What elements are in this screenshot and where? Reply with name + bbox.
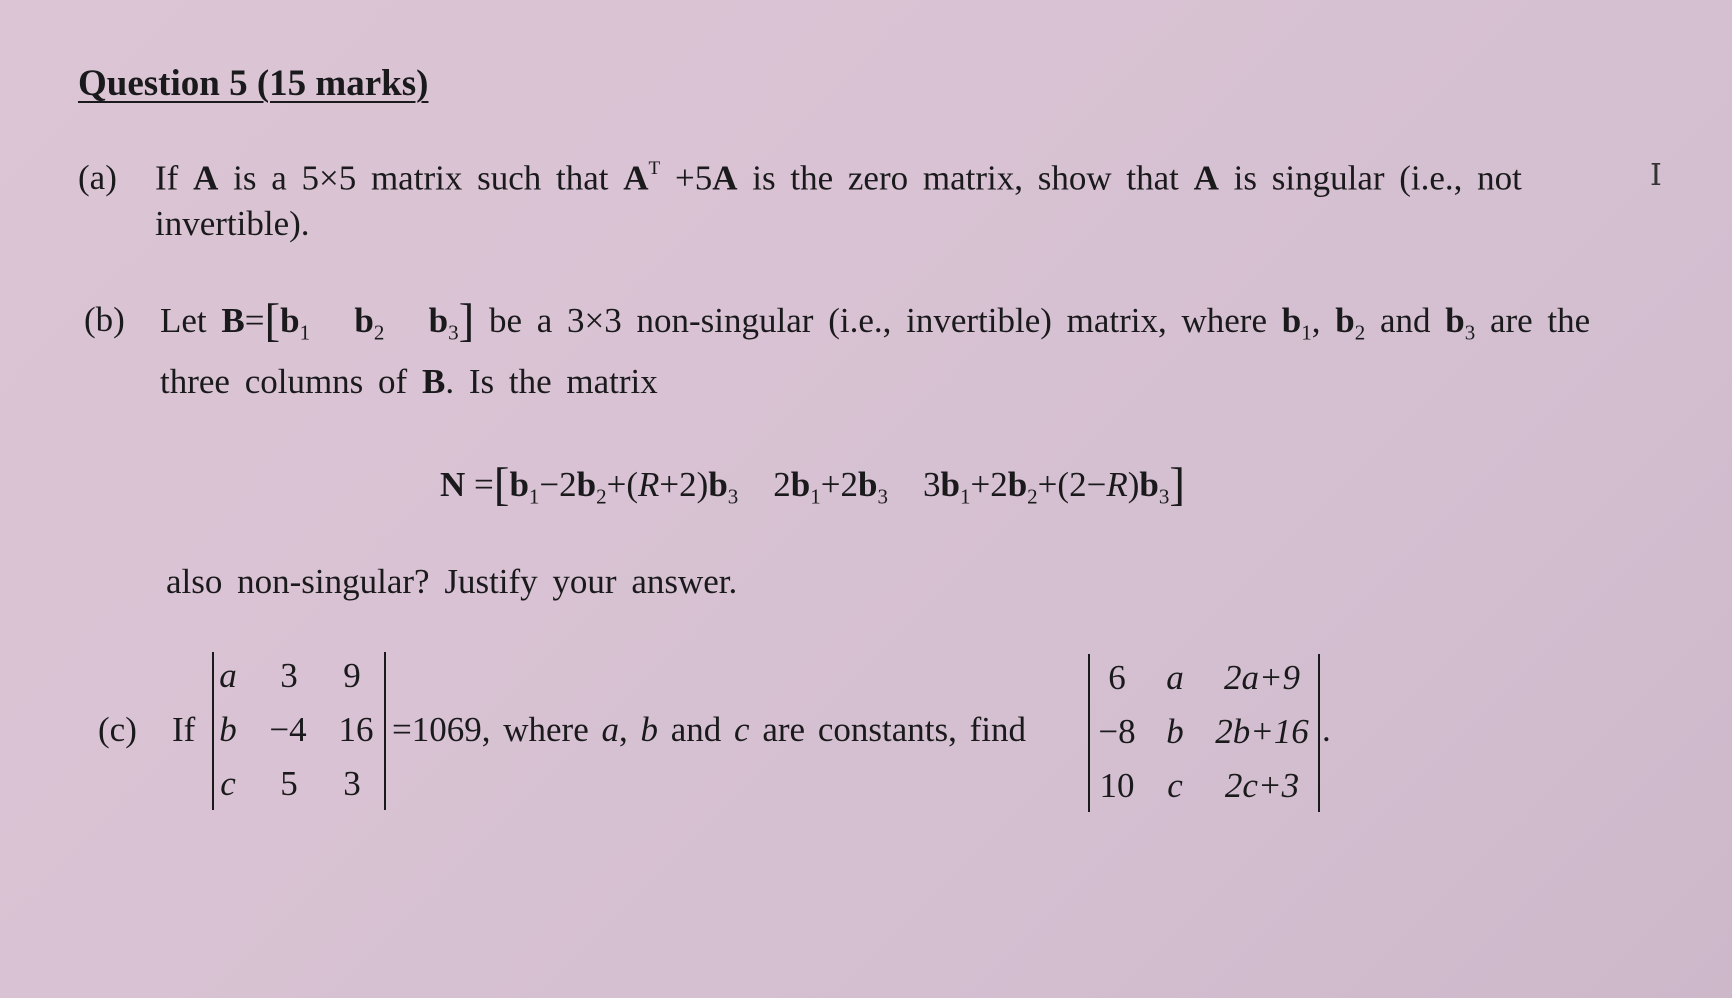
determinant-1 bbox=[212, 652, 386, 810]
part-c-period: . bbox=[1322, 710, 1331, 749]
det1-cell: b bbox=[219, 710, 237, 749]
det2-cell: −8 bbox=[1098, 712, 1136, 751]
part-c-if: If bbox=[172, 710, 196, 749]
det1-cell: −4 bbox=[269, 710, 307, 749]
det1-cell: 16 bbox=[338, 710, 374, 749]
det2-cell: 2c+3 bbox=[1224, 766, 1300, 805]
part-a-line1: If A is a 5×5 matrix such that $A^T +5A$ is the zero matrix, show that A is singular (i.e., not bbox=[155, 158, 1522, 198]
part-c-text: =1069, where a, b and c are constants, find bbox=[392, 710, 1026, 749]
det1-cell: a bbox=[219, 656, 237, 695]
det1-cell: 3 bbox=[343, 764, 361, 803]
det1-cell: 9 bbox=[343, 656, 361, 695]
det2-cell: 2a+9 bbox=[1223, 658, 1301, 697]
part-b-line2: three columns of B. Is the matrix bbox=[160, 362, 658, 401]
part-b-question: also non-singular? Justify your answer. bbox=[166, 562, 738, 601]
part-a-label: (a) bbox=[78, 158, 117, 197]
det2-cell: 6 bbox=[1108, 658, 1126, 697]
det2-cell: c bbox=[1167, 766, 1183, 805]
det2-cell: a bbox=[1166, 658, 1184, 697]
det1-cell: 5 bbox=[280, 764, 298, 803]
det2-cell: 2b+16 bbox=[1215, 712, 1309, 751]
determinant-2 bbox=[1088, 654, 1320, 812]
matrix-n-equation: $N =[b_1-2b_2+(R+2)b_3$ $2b_1+2b_3$ $3b_1+2b_2+(2-R)b_3$] bbox=[440, 459, 1185, 511]
det2-cell: b bbox=[1166, 712, 1184, 751]
det2-cell: 10 bbox=[1099, 766, 1135, 805]
part-b-line1: Let $B=[b_1$ $b_2$ $b_3$] be a 3×3 non-singular (i.e., invertible) matrix, where $b_1$, $b_2$ and $b_3$ are the bbox=[160, 295, 1591, 347]
part-c-label: (c) bbox=[98, 710, 137, 749]
text-cursor-icon: I bbox=[1650, 158, 1662, 193]
question-title: Question 5 (15 marks) bbox=[78, 63, 429, 104]
part-b-label: (b) bbox=[84, 300, 125, 339]
det1-cell: c bbox=[220, 764, 236, 803]
det1-cell: 3 bbox=[280, 656, 298, 695]
part-a-line2: invertible). bbox=[155, 204, 310, 243]
